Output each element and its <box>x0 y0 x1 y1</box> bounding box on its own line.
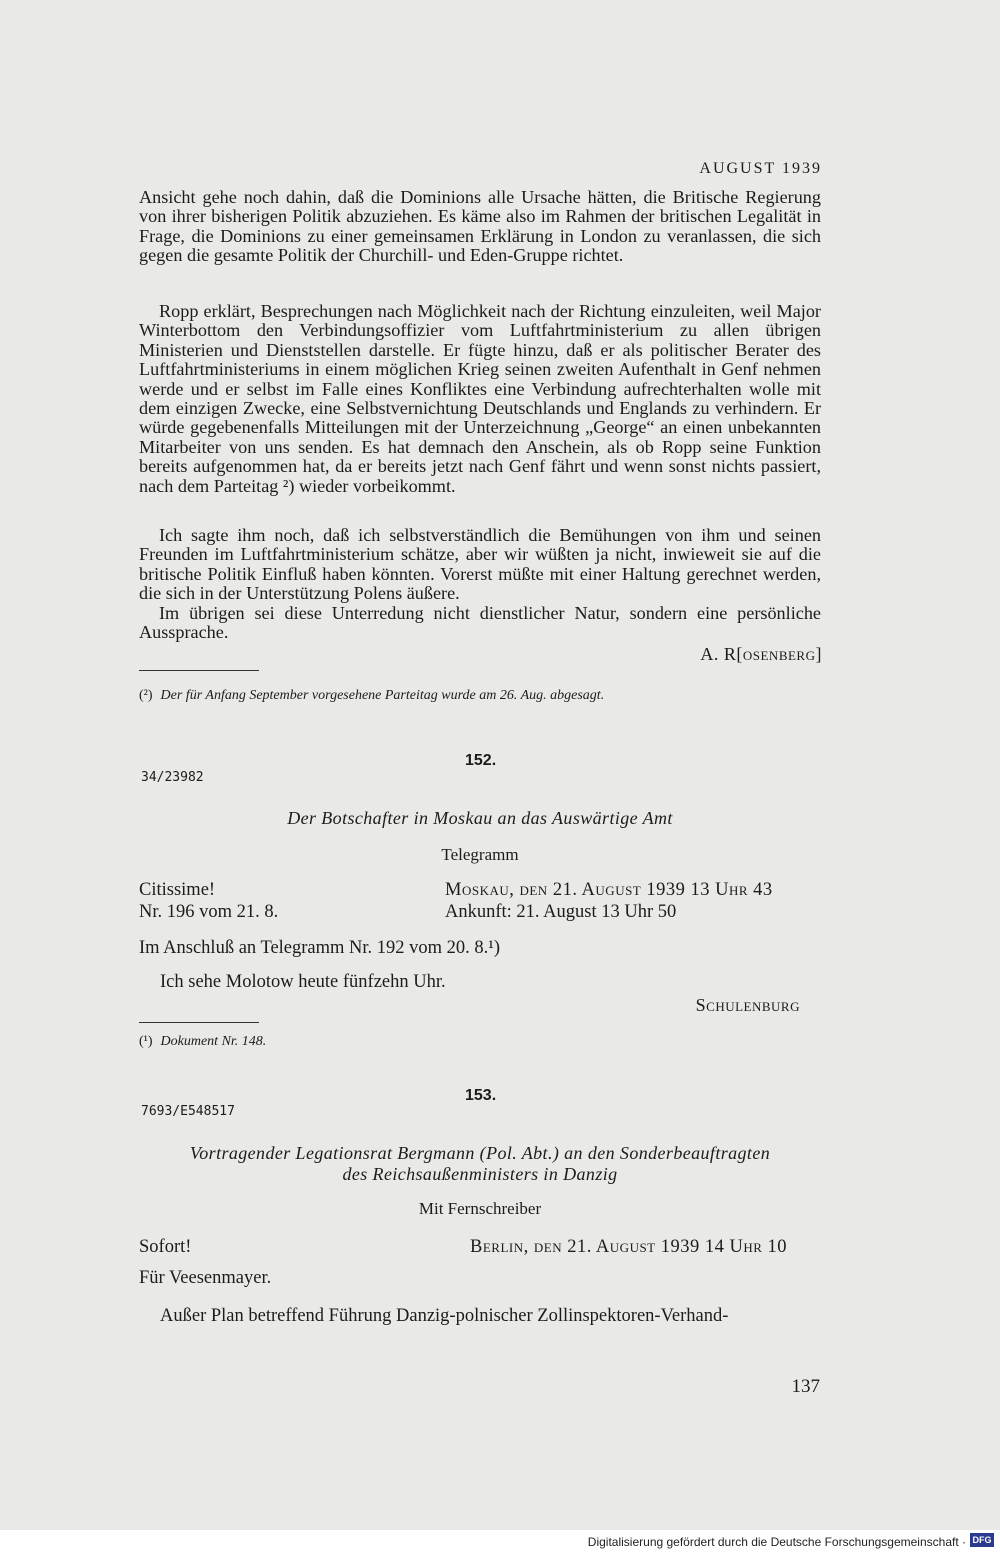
footnote-number: (²) <box>139 688 153 703</box>
paragraph-2: Ropp erklärt, Besprechungen nach Möglichkeit nach der Richtung einzuleiten, weil Major Winterbottom den Verbindungsoffizier vom Luftfahrtministerium zu allen übrigen Ministerien und Dienststellen darstelle. Er fügte hinzu, daß er als politischer Berater des Luftfahrtministeriums in einem möglichen Krieg seinen zweiten Aufenthalt in Genf nehmen werde und er selbst im Falle eines Konfliktes eine Verbindung aufrechterhalten wolle mit dem einzigen Zwecke, eine Selbstvernichtung Deutschlands und Englands zu verhindern. Er würde gegebenenfalls Mitteilungen mit der Unterzeichnung „George“ an einen unbekannten Mitarbeiter von uns senden. Es hat demnach den Anschein, als ob Ropp seine Funktion bereits aufgenommen hat, da er bereits jetzt nach Genf fährt und wenn sonst nichts passiert, nach dem Parteitag ²) wieder vorbeikommt. <box>139 301 821 496</box>
running-head: AUGUST 1939 <box>699 160 822 177</box>
urgency-152: Citissime! <box>139 880 216 900</box>
page-number: 137 <box>791 1376 820 1397</box>
footnote-divider <box>139 670 259 671</box>
document-title-152: Der Botschafter in Moskau an das Auswärtige Amt <box>287 808 673 828</box>
document-number-153: 153. <box>465 1087 497 1104</box>
paragraph-3: Ich sagte ihm noch, daß ich selbstverständlich die Bemühungen von ihm und seinen Freunden im Luftfahrtministerium schätze, aber wir wüßten ja nicht, inwieweit sie auf die britische Politik Einfluß haben könnten. Vorerst müßte mit einer Haltung gerechnet werden, die sich in der Unterstützung Polens äußere. <box>139 525 821 604</box>
document-type-153: Mit Fernschreiber <box>418 1199 542 1218</box>
dateline-152: Moskau, den 21. August 1939 13 Uhr 43 <box>445 880 773 900</box>
body-line-153-1: Für Veesenmayer. <box>139 1268 272 1288</box>
footnote-text: Der für Anfang September vorgesehene Parteitag wurde am 26. Aug. abgesagt. <box>160 688 605 703</box>
footnote-text: Dokument Nr. 148. <box>160 1034 267 1049</box>
document-type-152: Telegramm <box>441 845 519 864</box>
paragraph-4: Im übrigen sei diese Unterredung nicht dienstlicher Natur, sondern eine persönliche Aussprache. <box>139 603 821 643</box>
body-line-153-2: Außer Plan betreffend Führung Danzig-polnischer Zollinspektoren-Verhand- <box>160 1306 729 1326</box>
document-number-152: 152. <box>465 752 497 769</box>
footnote-152 <box>139 1034 266 1050</box>
dateline-153: Berlin, den 21. August 1939 14 Uhr 10 <box>470 1237 788 1257</box>
document-title-153-line1: Vortragender Legationsrat Bergmann (Pol. Abt.) an den Sonderbeauftragten <box>189 1143 771 1163</box>
urgency-153: Sofort! <box>139 1237 192 1257</box>
document-title-153-line2: des Reichsaußenministers in Danzig <box>342 1164 618 1184</box>
body-line-152-2: Ich sehe Molotow heute fünfzehn Uhr. <box>160 972 446 992</box>
signature-schulenburg: Schulenburg <box>695 995 800 1015</box>
signature-rosenberg: A. R[osenberg] <box>700 644 822 664</box>
footnote-2 <box>139 688 604 704</box>
paragraph-1: Ansicht gehe noch dahin, daß die Dominions alle Ursache hätten, die Britische Regierung von ihrer bisherigen Politik abzuziehen. Es käme also im Rahmen der britischen Legalität in Frage, die Dominions zu einer gemeinsamen Erklärung in London zu veranlassen, die sich gegen die gesamte Politik der Churchill- und Eden-Gruppe richtet. <box>139 187 821 266</box>
telegram-number-152: Nr. 196 vom 21. 8. <box>139 902 279 922</box>
file-reference-152: 34/23982 <box>141 770 204 785</box>
footnote-number: (¹) <box>139 1034 153 1049</box>
body-line-152-1: Im Anschluß an Telegramm Nr. 192 vom 20. 8.¹) <box>139 938 501 958</box>
file-reference-153: 7693/E548517 <box>141 1104 235 1119</box>
footer-credit: Digitalisierung gefördert durch die Deutsche Forschungsgemeinschaft · <box>587 1535 966 1549</box>
footnote-divider-152 <box>139 1022 259 1023</box>
arrival-152: Ankunft: 21. August 13 Uhr 50 <box>445 902 677 922</box>
dfg-logo-icon: DFG <box>970 1533 994 1547</box>
